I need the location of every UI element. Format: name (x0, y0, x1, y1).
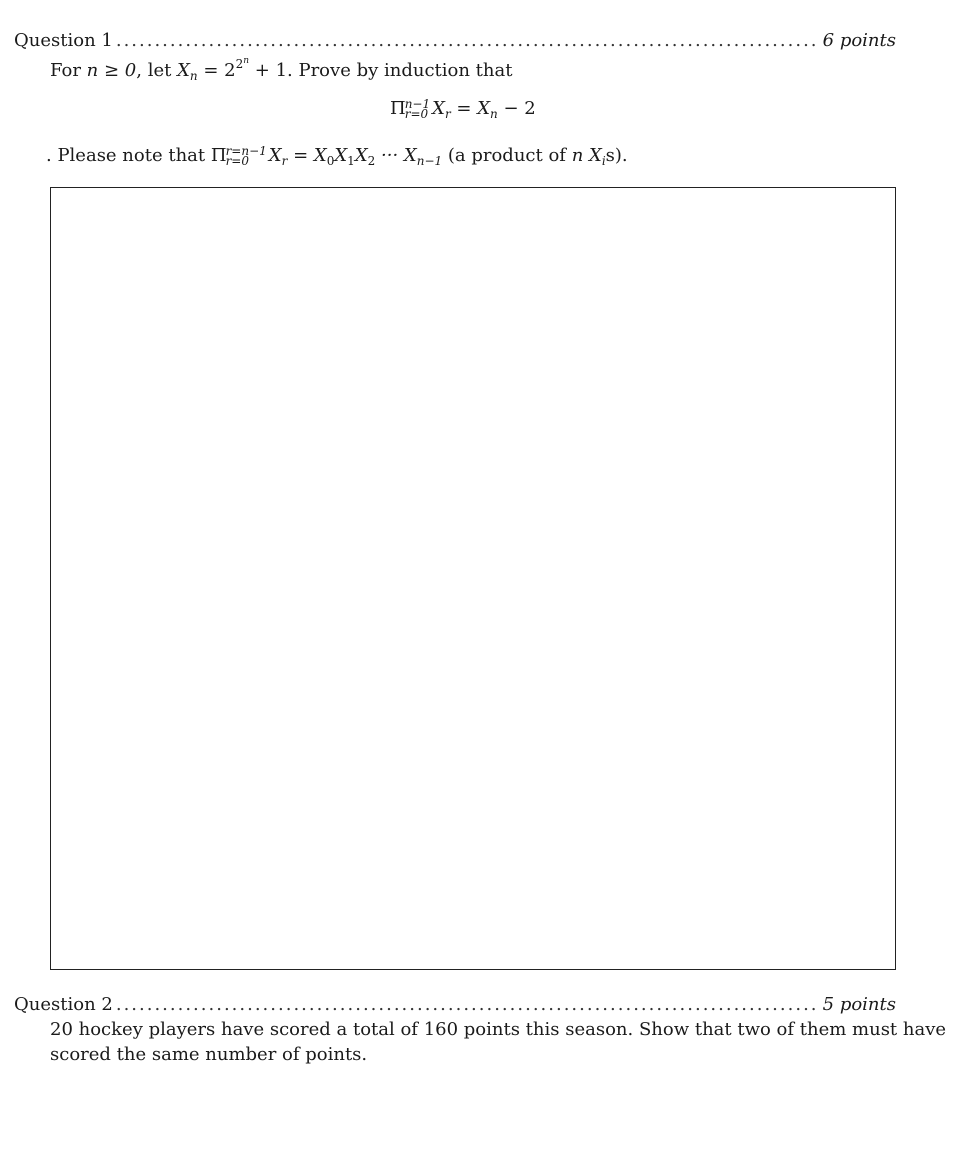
math-segment: X (354, 145, 368, 166)
subscript: n−1 (416, 154, 443, 168)
subscript: n (189, 69, 198, 83)
math-segment: X (268, 145, 282, 166)
math-segment: X (177, 60, 190, 81)
exponent: 2 (235, 57, 244, 71)
text-segment: . Please note that Π (46, 145, 227, 166)
math-segment: X (432, 98, 445, 119)
math-segment: X (334, 145, 348, 166)
question-1-header (14, 30, 896, 51)
product-limits (226, 146, 267, 166)
math-segment: = X (450, 98, 491, 119)
subscript: 0 (326, 154, 335, 168)
leader-dots (116, 994, 820, 1015)
question-2-points: 5 points (822, 994, 896, 1015)
text-segment: (a product of (442, 145, 572, 166)
subscript: 1 (347, 154, 355, 168)
text-segment: + 1. Prove by induction that (249, 60, 513, 81)
subscript: i (601, 154, 606, 168)
question-1-note (46, 145, 628, 168)
upper-limit: n−1 (404, 97, 431, 111)
math-segment: n (571, 145, 584, 166)
answer-box[interactable] (50, 187, 896, 970)
text-segment: s). (605, 145, 628, 166)
question-2-label: Question 2 (14, 994, 113, 1015)
subscript: r (281, 154, 288, 168)
math-segment: X (583, 145, 602, 166)
display-equation (390, 98, 536, 121)
question-1-label: Question 1 (14, 30, 113, 51)
question-2-statement-line-1: 20 hockey players have scored a total of 160 points this season. Show that two of them must have (50, 1019, 947, 1040)
math-segment: = X (287, 145, 327, 166)
product-symbol: Π (390, 98, 406, 119)
superscript (236, 57, 249, 71)
exponent: n (243, 56, 250, 66)
text-segment: , let (136, 60, 178, 81)
question-2-header (14, 994, 896, 1015)
subscript: r (444, 107, 451, 121)
subscript: n (490, 107, 498, 121)
lower-limit: r=0 (404, 107, 429, 121)
question-1-points: 6 points (822, 30, 896, 51)
product-limits (405, 99, 430, 119)
math-segment: = 2 (197, 60, 236, 81)
lower-limit: r=0 (225, 154, 249, 168)
upper-limit: r=n−1 (225, 144, 267, 158)
text-segment: For (50, 60, 87, 81)
subscript: 2 (367, 154, 376, 168)
question-2-statement-line-2: scored the same number of points. (50, 1044, 368, 1065)
math-segment: n ≥ 0 (86, 60, 137, 81)
math-segment: − 2 (497, 98, 536, 119)
math-segment: ··· X (375, 145, 417, 166)
question-1-statement (50, 56, 512, 83)
leader-dots (116, 30, 820, 51)
